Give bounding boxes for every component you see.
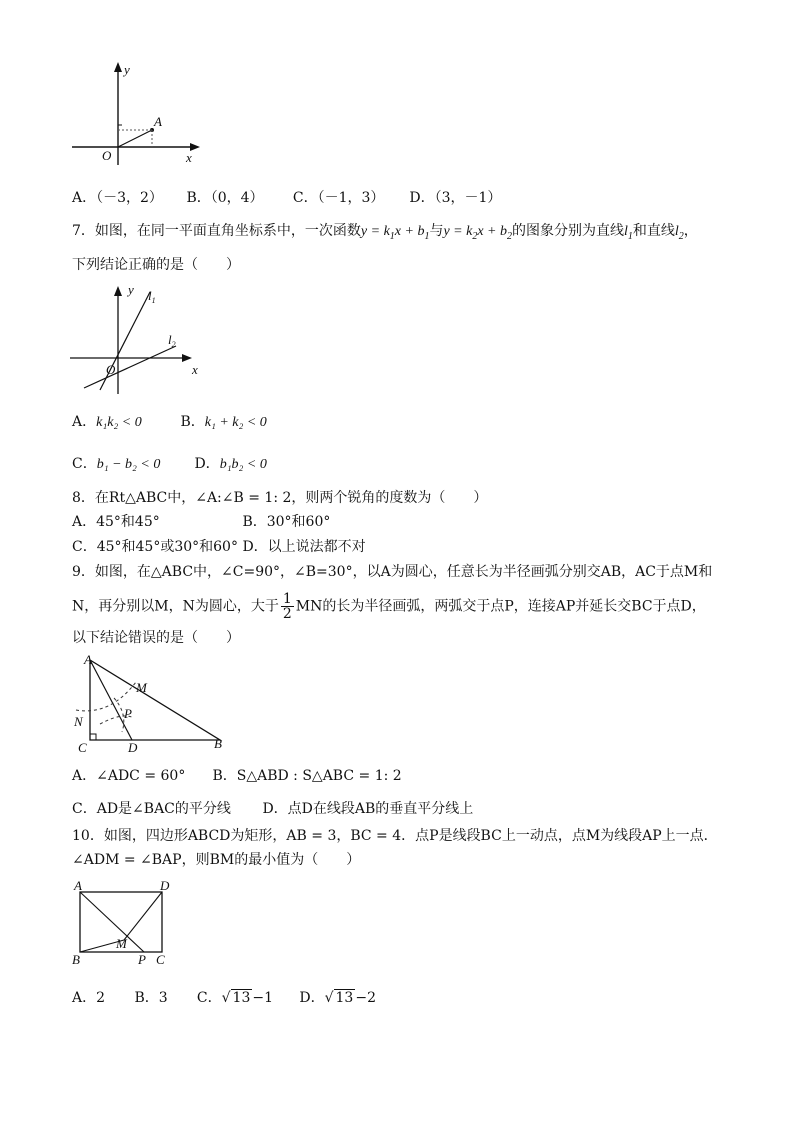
q7-text-2: 与 (429, 223, 444, 239)
q7-figure (70, 282, 210, 400)
label-p: P (124, 706, 132, 721)
line-ad (90, 660, 132, 740)
q7-option-b[interactable]: B．k₁ + k₂ < 0 (180, 414, 267, 430)
q7-fn2: $y = k_2x + b_2$ (443, 224, 512, 242)
label-c: C (78, 740, 87, 755)
q7-fn1: $y = k_1x + b_1$ (360, 224, 430, 242)
sqrt-symbol: √ (324, 990, 334, 1006)
q7-stem-2: 下列结论正确的是（ ） (72, 257, 240, 273)
q9-stem-1: 9．如图，在△ABC中，∠C=90°，∠B=30°，以A为圆心，任意长为半径画弧分别交AB，AC于点M和 (72, 564, 713, 580)
y-label: y (124, 62, 130, 77)
l2-label: $l_2$ (168, 332, 176, 349)
q10-stem-1: 10．如图，四边形ABCD为矩形，AB = 3，BC = 4．点P是线段BC上一动点，点M为线段AP上一点． (72, 828, 718, 844)
q8-stem: 8．在Rt△ABC中，∠A:∠B = 1: 2，则两个锐角的度数为（ ） (72, 490, 488, 506)
q9-option-b[interactable]: B．S△ABD : S△ABC = 1: 2 (212, 768, 402, 784)
origin-label: O (106, 362, 116, 377)
q8-option-d[interactable]: D．以上说法都不对 (242, 539, 366, 555)
segment-oa (118, 130, 152, 147)
q9-stem-3: 以下结论错误的是（ ） (72, 630, 240, 646)
q10-options (72, 988, 376, 1008)
q7-option-a[interactable]: A．k₁k₂ < 0 (72, 414, 142, 430)
q10-option-d[interactable]: D．√ 13 −2 (299, 990, 376, 1006)
q7-l1: $l_1$ (624, 224, 633, 242)
q9-option-c[interactable]: C．AD是∠BAC的平分线 (72, 801, 231, 817)
q6-option-b[interactable]: B．（0，4） (186, 190, 264, 206)
sqrt-symbol: √ (221, 990, 231, 1006)
a-label: A (154, 114, 162, 129)
q7-option-c[interactable]: C．b₁ − b₂ < 0 (72, 456, 161, 472)
label-a: A (84, 652, 92, 667)
q9-figure (70, 652, 240, 757)
q8-option-b[interactable]: B．30°和60° (242, 514, 331, 530)
q7-l2: $l_2$ (674, 224, 684, 242)
label-c: C (156, 952, 165, 967)
q10-stem-2: ∠ADM = ∠BAP，则BM的最小值为（ ） (72, 852, 361, 868)
q8-options-1 (72, 512, 330, 532)
label-d: D (128, 740, 138, 755)
y-label: y (128, 282, 134, 297)
triangle-abc (90, 660, 220, 740)
l1-label: $l_1$ (148, 288, 156, 305)
q9-options-1 (72, 766, 402, 786)
q6-option-a[interactable]: A．（－3，2） (72, 190, 163, 206)
origin-label: O (102, 148, 112, 163)
line-dm (124, 892, 162, 940)
label-b: B (214, 736, 222, 751)
label-d: D (160, 878, 170, 893)
label-m: M (136, 680, 147, 695)
q7-text-1: 7．如图，在同一平面直角坐标系中，一次函数 (72, 223, 361, 239)
x-axis-arrow (182, 354, 192, 362)
label-b: B (72, 952, 80, 967)
x-label: x (192, 362, 198, 377)
label-m: M (116, 936, 127, 951)
q10-option-a[interactable]: A．2 (72, 990, 106, 1006)
q8-option-c[interactable]: C．45°和45°或30°和60° (72, 539, 238, 555)
q10-option-c[interactable]: C．√ 13 −1 (196, 990, 274, 1006)
right-angle-mark (90, 734, 96, 740)
q8-option-a[interactable]: A．45°和45° (72, 514, 160, 530)
q6-figure (70, 60, 210, 170)
q7-options-2 (72, 454, 267, 475)
q7-text-3: 的图象分别为直线 (512, 223, 624, 239)
q9-option-d[interactable]: D．点D在线段AB的垂直平分线上 (262, 801, 474, 817)
q6-options (72, 188, 501, 208)
q7-option-d[interactable]: D．b₁b₂ < 0 (194, 456, 267, 472)
fraction-one-half: $\frac{1}{2}$ (282, 591, 292, 622)
label-p: P (138, 952, 146, 967)
q10-figure (70, 878, 180, 968)
label-a: A (74, 878, 82, 893)
y-axis-arrow (114, 286, 122, 296)
q8-options-2 (72, 537, 366, 557)
q9-options-2 (72, 799, 473, 819)
q10-option-b[interactable]: B．3 (134, 990, 168, 1006)
line-l2 (84, 346, 176, 388)
q6-option-c[interactable]: C．（－1，3） (292, 190, 385, 206)
q6-option-d[interactable]: D．（3，－1） (409, 190, 502, 206)
x-label: x (186, 150, 192, 165)
y-axis-arrow (114, 62, 122, 72)
label-n: N (74, 714, 83, 729)
q7-stem (72, 221, 698, 247)
q7-text-5: ， (683, 223, 698, 239)
q9-option-a[interactable]: A．∠ADC = 60° (72, 768, 186, 784)
q7-options-1 (72, 412, 267, 433)
q9-stem-2: N，再分别以M，N为圆心，大于 $\frac{1}{2}$ MN的长为半径画弧，两弧交于点P，连接AP并延长交BC于点D， (72, 591, 706, 622)
q7-text-4: 和直线 (632, 223, 675, 239)
